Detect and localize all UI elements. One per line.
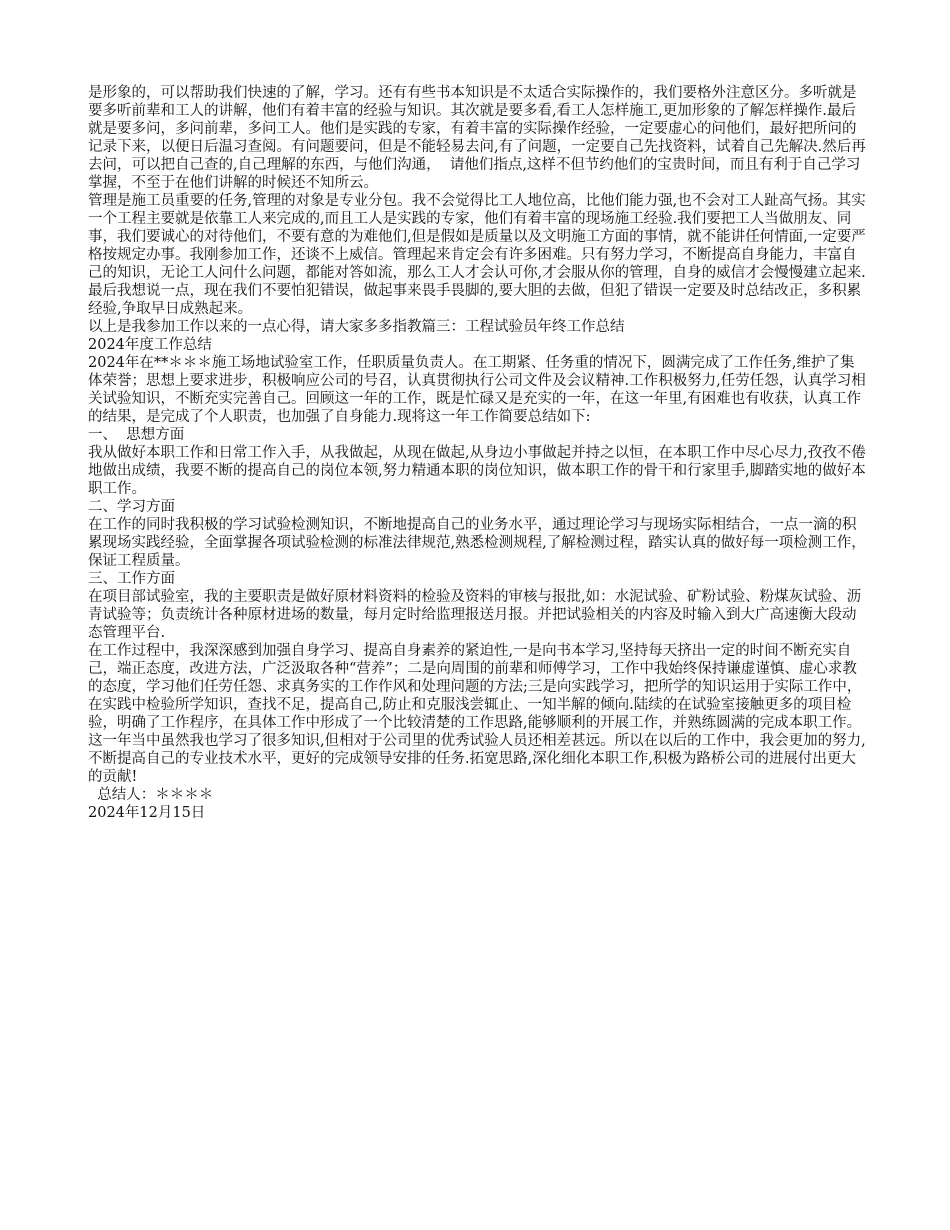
date-line: 2024年12月15日 [88,805,206,821]
paragraph-learning: 在工作的同时我积极的学习试验检测知识，不断地提高自己的业务水平，通过理论学习与现场实际相结合，一点一滴的积累现场实践经验，全面掌握各项试验检测的标准法律规范,熟悉检测规程,了解检测过程，踏实认真的做好每一项检测工作，保证工程质量。 [88,517,866,569]
paragraph-management: 管理是施工员重要的任务,管理的对象是专业分包。我不会觉得比工人地位高，比他们能力强,也不会对工人趾高气扬。其实一个工程主要就是依靠工人来完成的,而且工人是实践的专家，他们有着丰富的现场施工经验.我们要把工人当做朋友、同事，我们要诚心的对待他们，不要有意的为难他们,但是假如是质量以及文明施工方面的事情，就不能讲任何情面,一定要严格按规定办事。我刚参加工作，还谈不上威信。管理起来肯定会有许多困难。只有努力学习，不断提高自身能力，丰富自己的知识，无论工人问什么问题，都能对答如流，那么工人才会认可你,才会服从你的管理，自身的威信才会慢慢建立起来. [88,193,866,281]
section-title-annual-summary: 2024年度工作总结 [88,337,212,353]
paragraph-work-duties: 在项目部试验室，我的主要职责是做好原材料资料的检验及资料的审核与报批,如：水泥试验、矿粉试验、粉煤灰试验、沥青试验等；负责统计各种原材进场的数量，每月定时给监理报送月报。并把试验相关的内容及时输入到大广高速衡大段动态管理平台. [88,589,862,641]
paragraph-final-point: 最后我想说一点，现在我们不要怕犯错误，做起事来畏手畏脚的,要大胆的去做，但犯了错误一定要及时总结改正，多积累经验,争取早日成熟起来。 [88,283,862,317]
heading-thinking: 一、 思想方面 [88,427,185,443]
document-body [88,84,868,822]
paragraph-intro: 2024年在**＊＊＊施工场地试验室工作，任职质量负责人。在工期紧、任务重的情况下，圆满完成了工作任务,维护了集体荣誉；思想上要求进步，积极响应公司的号召，认真贯彻执行公司文件及会议精神.工作积极努力,任劳任怨，认真学习相关试验知识，不断充实完善自己。回顾这一年的工作，既是忙碌又是充实的一年，在这一年里,有困难也有收获，认真工作的结果，是完成了个人职责，也加强了自身能力.现将这一年工作简要总结如下: [88,355,866,425]
paragraph-closing-and-next-title: 以上是我参加工作以来的一点心得，请大家多多指教篇三：工程试验员年终工作总结 [88,319,625,335]
paragraph-future: 这一年当中虽然我也学习了很多知识,但相对于公司里的优秀试验人员还相差甚远。所以在以后的工作中，我会更加的努力,不断提高自己的专业技术水平，更好的完成领导安排的任务.拓宽思路,深化细化本职工作,积极为路桥公司的进展付出更大的贡献! [88,733,866,785]
heading-learning: 二、学习方面 [88,499,175,515]
paragraph-study-methods: 是形象的，可以帮助我们快速的了解，学习。还有有些书本知识是不太适合实际操作的，我们要格外注意区分。多听就是要多听前辈和工人的讲解，他们有着丰富的经验与知识。其次就是要多看,看工人怎样施工,更加形象的了解怎样操作.最后就是要多问，多问前辈，多问工人。他们是实践的专家，有着丰富的实际操作经验，一定要虚心的问他们，最好把所问的记录下来，以便日后温习查阅。有问题要问，但是不能轻易去问,有了问题，一定要自己先找资料，试着自己先解决.然后再去问，可以把自己查的,自己理解的东西，与他们沟通， 请他们指点,这样不但节约他们的宝贵时间，而且有利于自己学习掌握，不至于在他们讲解的时候还不知所云。 [88,85,866,191]
heading-work: 三、工作方面 [88,571,175,587]
paragraph-thinking: 我从做好本职工作和日常工作入手，从我做起，从现在做起,从身边小事做起并持之以恒，在本职工作中尽心尽力,孜孜不倦地做出成绩，我要不断的提高自己的岗位本领,努力精通本职的岗位知识，做本职工作的骨干和行家里手,脚踏实地的做好本职工作。 [88,445,866,497]
signature-line: 总结人：＊＊＊＊ [88,787,214,803]
paragraph-work-process: 在工作过程中，我深深感到加强自身学习、提高自身素养的紧迫性,一是向书本学习,坚持每天挤出一定的时间不断充实自己，端正态度，改进方法，广泛汲取各种“营养”；二是向周围的前辈和师傅学习，工作中我始终保持谦虚谨慎、虚心求教的态度，学习他们任劳任怨、求真务实的工作作风和处理问题的方法;三是向实践学习，把所学的知识运用于实际工作中，在实践中检验所学知识，查找不足，提高自己,防止和克服浅尝辄止、一知半解的倾向.陆续的在试验室接触更多的项目检验，明确了工作程序，在具体工作中形成了一个比较清楚的工作思路,能够顺利的开展工作，并熟练圆满的完成本职工作。 [88,643,862,731]
